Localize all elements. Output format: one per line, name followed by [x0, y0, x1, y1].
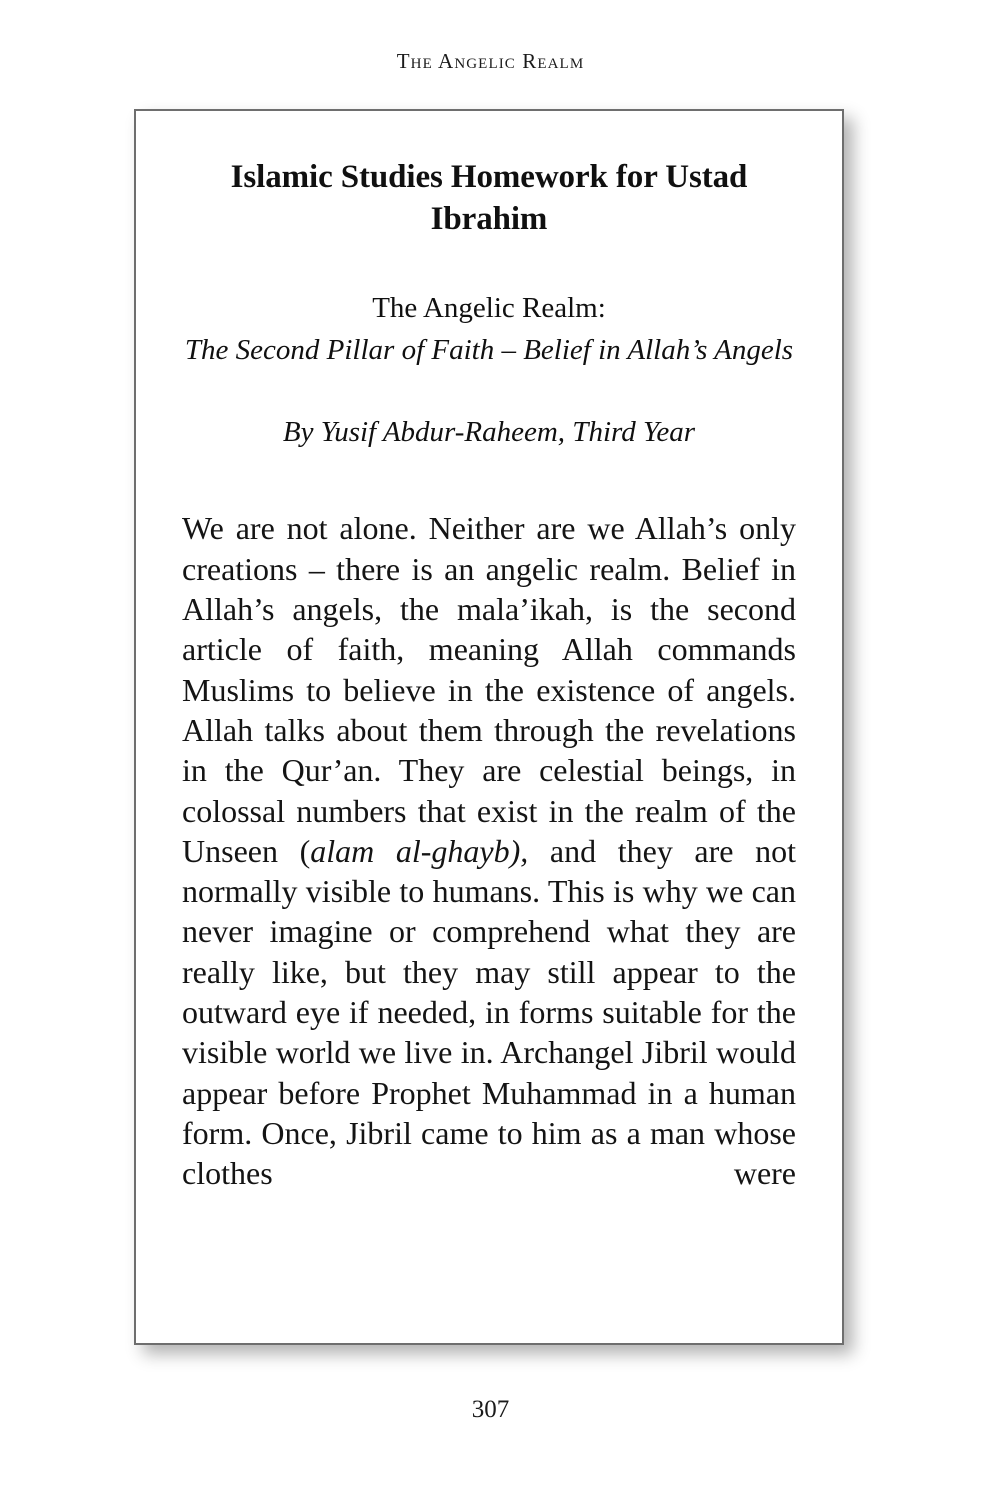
- body-segment-1: We are not alone. Neither are we Allah’s only creations – there is an angelic realm. Belief in Allah’s angels, the mala’ikah, is the second article of faith, meaning Allah commands Muslims to believe in the existence of angels. Allah talks about them through the revelations in the Qur’an. They are celestial beings, in colossal numbers that exist in the realm of the Unseen (: [182, 510, 796, 869]
- page-text-column: [182, 111, 796, 1343]
- document-subtitle: [182, 241, 796, 372]
- page-number: 307: [471, 1396, 510, 1423]
- body-segment-italic: alam al-ghayb),: [310, 832, 529, 869]
- byline: By Yusif Abdur-Raheem, Third Year: [282, 416, 696, 449]
- body-paragraph: [182, 452, 796, 1193]
- running-header: The Angelic Realm: [396, 49, 585, 73]
- page-title: Islamic Studies Homework for Ustad Ibrahim: [230, 159, 748, 237]
- subtitle-italic-line: The Second Pillar of Faith – Belief in Allah’s Angels: [184, 333, 794, 366]
- subtitle-roman-line: The Angelic Realm:: [372, 291, 606, 324]
- body-segment-3: and they are not normally visible to humans. This is why we can never imagine or comprehend what they are really like, but they may still appear to the outward eye if needed, in forms suitable for the visible world we live in. Archangel Jibril would appear before Prophet Muhammad in a human form. Once, Jibril came to him as a man whose clothes were: [182, 832, 797, 1192]
- page-sheet: [134, 109, 844, 1345]
